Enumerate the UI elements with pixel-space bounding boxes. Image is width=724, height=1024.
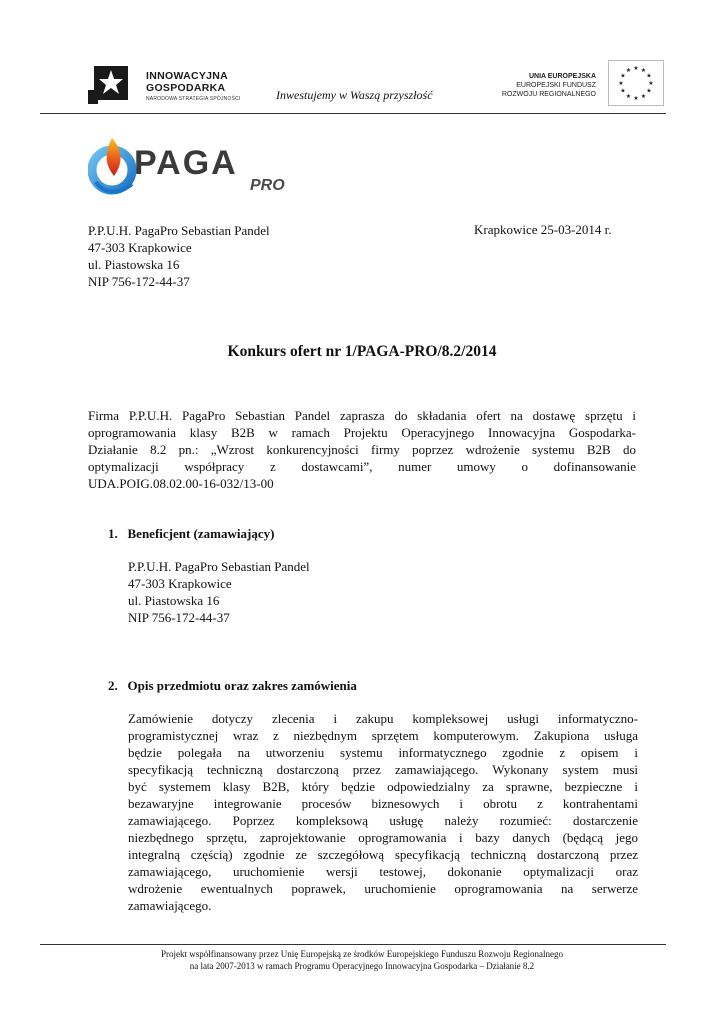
description-line: wdrożenie ewentualnych poprawek, uruchomienie oprogramowania na serwerze xyxy=(128,881,638,896)
ig-logo-line3: NARODOWA STRATEGIA SPÓJNOŚCI xyxy=(146,96,241,102)
footer-divider xyxy=(40,944,666,945)
sender-line: 47-303 Krapkowice xyxy=(88,240,192,255)
ig-logo-line2: GOSPODARKA xyxy=(146,82,226,94)
svg-text:★: ★ xyxy=(633,95,639,102)
svg-text:★: ★ xyxy=(640,67,647,74)
intro-line: Działanie 8.2 pn.: „Wzrost konkurencyjności firmy poprzez wdrożenie systemu B2B do xyxy=(88,442,636,457)
footer xyxy=(0,948,724,972)
intro-line: UDA.POIG.08.02.00-16-032/13-00 xyxy=(88,476,274,491)
ig-star-icon xyxy=(88,60,130,106)
svg-text:★: ★ xyxy=(620,72,626,80)
tagline: Inwestujemy w Waszą przyszłość xyxy=(276,88,433,102)
description-line: specyfikacją techniczną dostarczoną przez zamawiającego. Wykonany system musi xyxy=(128,762,638,777)
svg-text:★: ★ xyxy=(640,93,647,100)
page-title: Konkurs ofert nr 1/PAGA-PRO/8.2/2014 xyxy=(227,343,497,360)
intro-paragraph xyxy=(88,407,636,492)
sender-line: NIP 756-172-44-37 xyxy=(88,274,190,289)
svg-text:★: ★ xyxy=(625,93,632,100)
description-line: zamawiającego, uruchomienie wersji testowej, dokonanie optymalizacji oraz xyxy=(128,864,638,879)
svg-text:★: ★ xyxy=(620,87,626,95)
innowacyjna-gospodarka-logo xyxy=(88,56,260,108)
beneficiary-line: 47-303 Krapkowice xyxy=(128,576,232,591)
sender-address xyxy=(88,222,270,290)
eu-line1: UNIA EUROPEJSKA xyxy=(528,73,596,80)
document-date: Krapkowice 25-03-2014 r. xyxy=(474,222,612,237)
section1-heading: 1. Beneficjent (zamawiający) xyxy=(108,526,275,541)
sender-line: ul. Piastowska 16 xyxy=(88,257,180,272)
header-divider xyxy=(40,113,666,114)
svg-text:★: ★ xyxy=(625,67,632,74)
description-line: będzie polegała na utworzeniu systemu informatycznego zgodnie z opisem i xyxy=(128,745,638,760)
description-line: Zamówienie dotyczy zlecenia i zakupu kompleksowej usługi informatyczno- xyxy=(128,711,638,726)
beneficiary-line: NIP 756-172-44-37 xyxy=(128,610,230,625)
intro-line: oprogramowania klasy B2B w ramach Projektu Operacyjnego Innowacyjna Gospodarka- xyxy=(88,425,636,440)
description-line: programistycznej wraz z niezbędnym sprzętem komputerowym. Zakupiona usługa xyxy=(128,728,638,743)
svg-text:★: ★ xyxy=(646,87,652,95)
svg-text:★: ★ xyxy=(648,80,654,87)
svg-text:★: ★ xyxy=(646,72,652,80)
logo-sub-text: PRO xyxy=(250,177,285,194)
order-description xyxy=(128,710,638,914)
beneficiary-line: P.P.U.H. PagaPro Sebastian Pandel xyxy=(128,559,310,574)
description-line: zamawiającego. Poprzez kompleksową usługę należy rozumieć: dostarczenie xyxy=(128,813,638,828)
svg-text:★: ★ xyxy=(618,80,624,87)
eu-line3: ROZWOJU REGIONALNEGO xyxy=(501,91,596,98)
logo-main-text: PAGA xyxy=(134,144,238,182)
eu-line2: EUROPEJSKI FUNDUSZ xyxy=(516,82,596,89)
description-line: być systemem klasy B2B, który będzie odpowiedzialny za sprawne, bezpieczne i xyxy=(128,779,638,794)
description-line: niezbędnego sprzętu, zaprojektowanie oprogramowania i bazy danych (będącą jego xyxy=(128,830,638,845)
eu-flag-icon xyxy=(608,60,664,106)
ig-logo-line1: INNOWACYJNA xyxy=(146,70,229,82)
beneficiary-line: ul. Piastowska 16 xyxy=(128,593,220,608)
sender-line: P.P.U.H. PagaPro Sebastian Pandel xyxy=(88,223,270,238)
pagapro-logo xyxy=(88,130,308,200)
eu-text-block xyxy=(502,72,596,99)
footer-line1: Projekt współfinansowany przez Unię Europejską ze środków Europejskiego Funduszu Rozwoju Regionalnego xyxy=(161,949,563,959)
intro-line: Firma P.P.U.H. PagaPro Sebastian Pandel zaprasza do składania ofert na dostawę sprzętu i xyxy=(88,408,636,423)
description-line: zamawiającego. xyxy=(128,898,212,913)
section2-heading: 2. Opis przedmiotu oraz zakres zamówienia xyxy=(108,678,357,693)
intro-line: optymalizacji współpracy z dostawcami”, numer umowy o dofinansowanie xyxy=(88,459,636,474)
description-line: bezawaryjne integrowanie procesów biznesowych i obrotu z kontrahentami xyxy=(128,796,638,811)
svg-text:★: ★ xyxy=(633,65,639,72)
description-line: integralną częścią) zgodnie ze szczegółową specyfikacją techniczną dostarczoną przez xyxy=(128,847,638,862)
footer-line2: na lata 2007-2013 w ramach Programu Operacyjnego Innowacyjna Gospodarka – Działanie 8.2 xyxy=(189,961,535,971)
beneficiary-address xyxy=(128,558,310,626)
